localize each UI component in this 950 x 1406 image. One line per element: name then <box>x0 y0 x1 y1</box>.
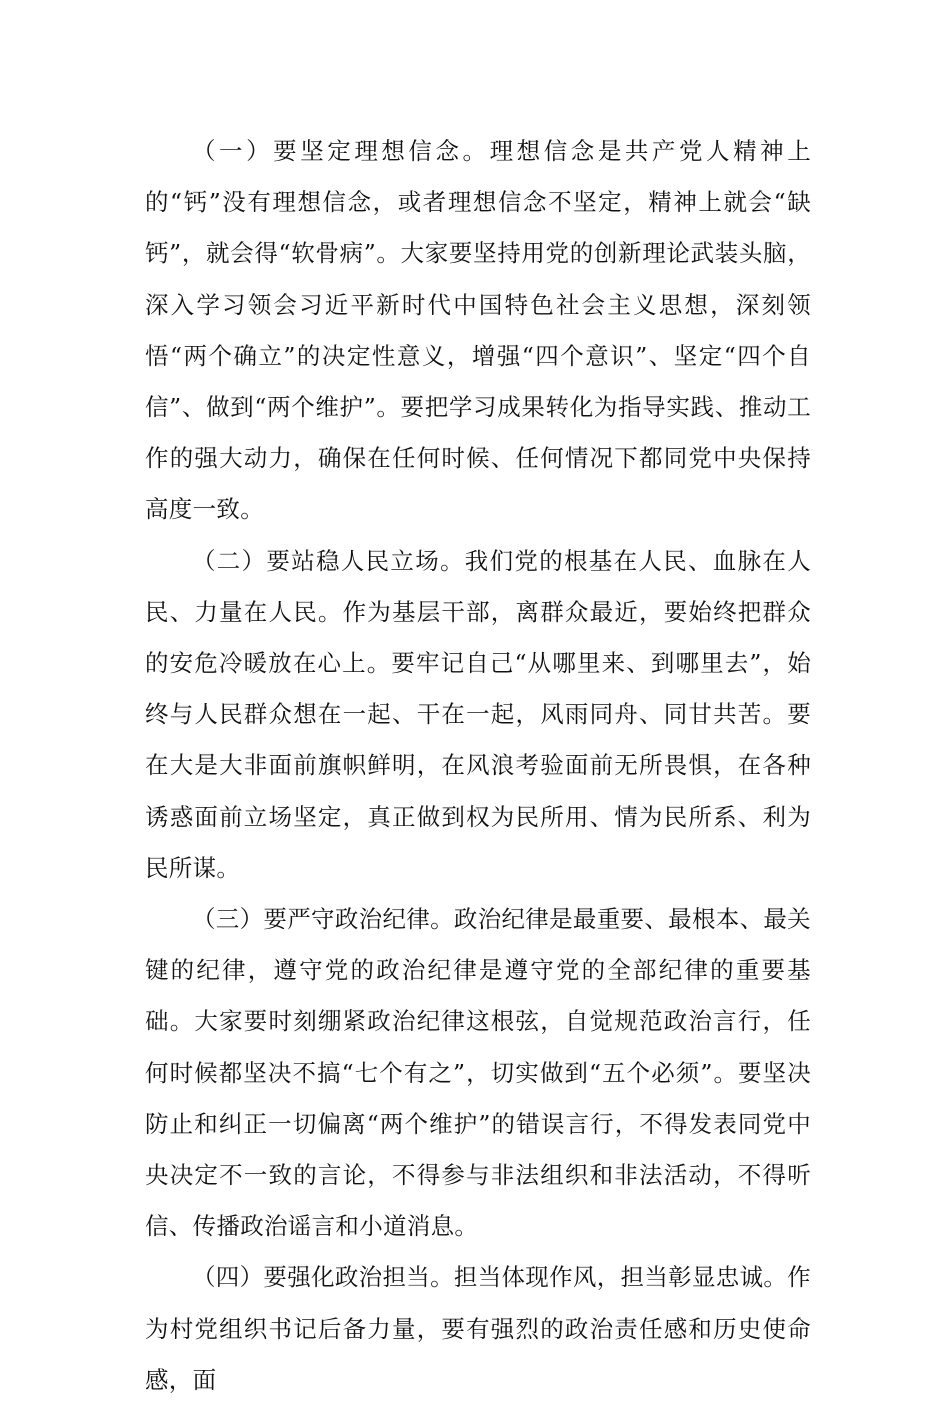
paragraph-4: （四）要强化政治担当。担当体现作风，担当彰显忠诚。作为村党组织书记后备力量，要有强烈的政治责任感和历史使命感，面 <box>145 1263 811 1394</box>
document-body <box>145 126 811 1406</box>
paragraph-3: （三）要严守政治纪律。政治纪律是最重要、最根本、最关键的纪律，遵守党的政治纪律是遵守党的全部纪律的重要基础。大家要时刻绷紧政治纪律这根弦，自觉规范政治言行，任何时候都坚决不搞“七个有之”，切实做到“五个必须”。要坚决防止和纠正一切偏离“两个维护”的错误言行，不得发表同党中央决定不一致的言论，不得参与非法组织和非法活动，不得听信、传播政治谣言和小道消息。 <box>145 905 811 1241</box>
paragraph-1: （一）要坚定理想信念。理想信念是共产党人精神上的“钙”没有理想信念，或者理想信念不坚定，精神上就会“缺钙”，就会得“软骨病”。大家要坚持用党的创新理论武装头脑，深入学习领会习近平新时代中国特色社会主义思想，深刻领悟“两个确立”的决定性意义，增强“四个意识”、坚定“四个自信”、做到“两个维护”。要把学习成果转化为指导实践、推动工作的强大动力，确保在任何时候、任何情况下都同党中央保持高度一致。 <box>145 137 811 524</box>
paragraph-2: （二）要站稳人民立场。我们党的根基在人民、血脉在人民、力量在人民。作为基层干部，离群众最近，要始终把群众的安危冷暖放在心上。要牢记自己“从哪里来、到哪里去”，始终与人民群众想在一起、干在一起，风雨同舟、同甘共苦。要在大是大非面前旗帜鲜明，在风浪考验面前无所畏惧，在各种诱惑面前立场坚定，真正做到权为民所用、情为民所系、利为民所谋。 <box>145 546 811 882</box>
